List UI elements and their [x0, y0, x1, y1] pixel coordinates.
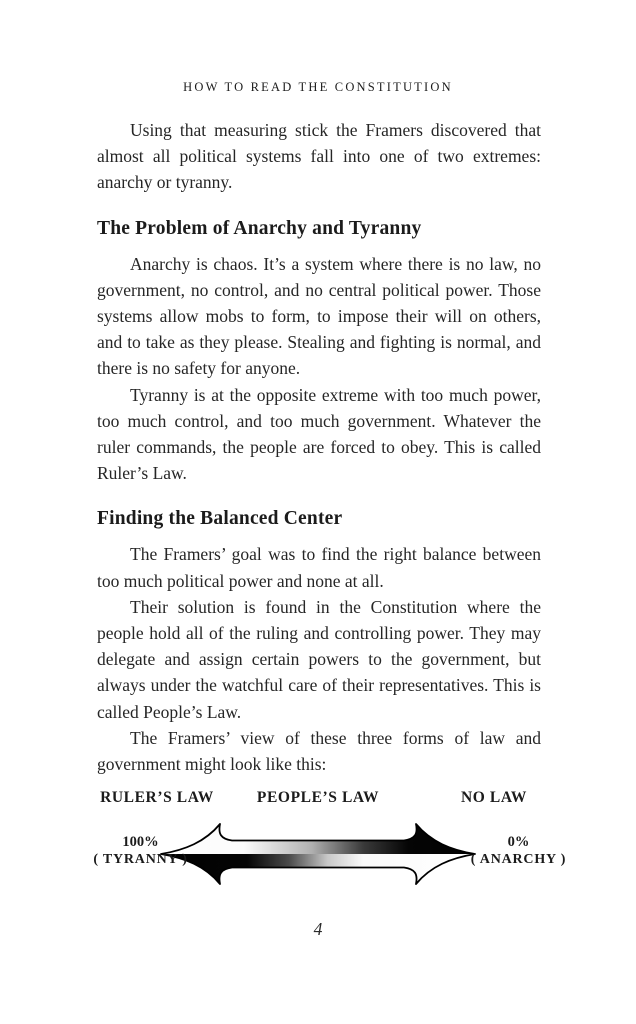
label-no-law: NO LAW	[460, 789, 528, 807]
body-text	[97, 117, 541, 777]
anarchy-percent: 0%	[507, 834, 530, 851]
paragraph-anarchy: Anarchy is chaos. It’s a system where there is no law, no government, no control, and no central political power. Those systems allow mobs to form, to impose their will on others, and to take as they please. Stealing and fighting is normal, and there is no safety for anyone.	[97, 253, 541, 379]
paragraph-peoples-law: Their solution is found in the Constitution where the people hold all of the ruling and controlling power. They may delegate and assign certain powers to the government, but always under the watchful care of their representatives. This is called People’s Law.	[97, 596, 541, 722]
running-head: HOW TO READ THE CONSTITUTION	[183, 80, 453, 94]
page-number: 4	[313, 919, 323, 940]
section-heading-anarchy-tyranny: The Problem of Anarchy and Tyranny	[97, 217, 422, 239]
paragraph-three-forms: The Framers’ view of these three forms of law and government might look like this:	[97, 727, 541, 775]
anarchy-caption: ( ANARCHY )	[470, 852, 567, 868]
tyranny-end-label	[88, 833, 193, 869]
anarchy-end-label	[466, 833, 571, 869]
label-rulers-law: RULER’S LAW	[100, 789, 214, 807]
paragraph-measuring-stick: Using that measuring stick the Framers discovered that almost all political systems fall into one of two extremes: anarchy or tyranny.	[97, 120, 541, 193]
paragraph-tyranny: Tyranny is at the opposite extreme with too much power, too much control, and too much government. Whatever the ruler commands, the people are forced to obey. This is called Ruler’s Law.	[97, 384, 541, 484]
label-peoples-law: PEOPLE’S LAW	[256, 789, 380, 807]
tyranny-anarchy-double-arrow-icon	[157, 815, 479, 891]
tyranny-caption: ( TYRANNY )	[93, 852, 188, 868]
tyranny-percent: 100%	[122, 834, 159, 851]
section-heading-balanced-center: Finding the Balanced Center	[97, 508, 343, 530]
paragraph-framers-goal: The Framers’ goal was to find the right balance between too much political power and none at all.	[97, 544, 541, 591]
law-spectrum-diagram	[0, 789, 636, 893]
